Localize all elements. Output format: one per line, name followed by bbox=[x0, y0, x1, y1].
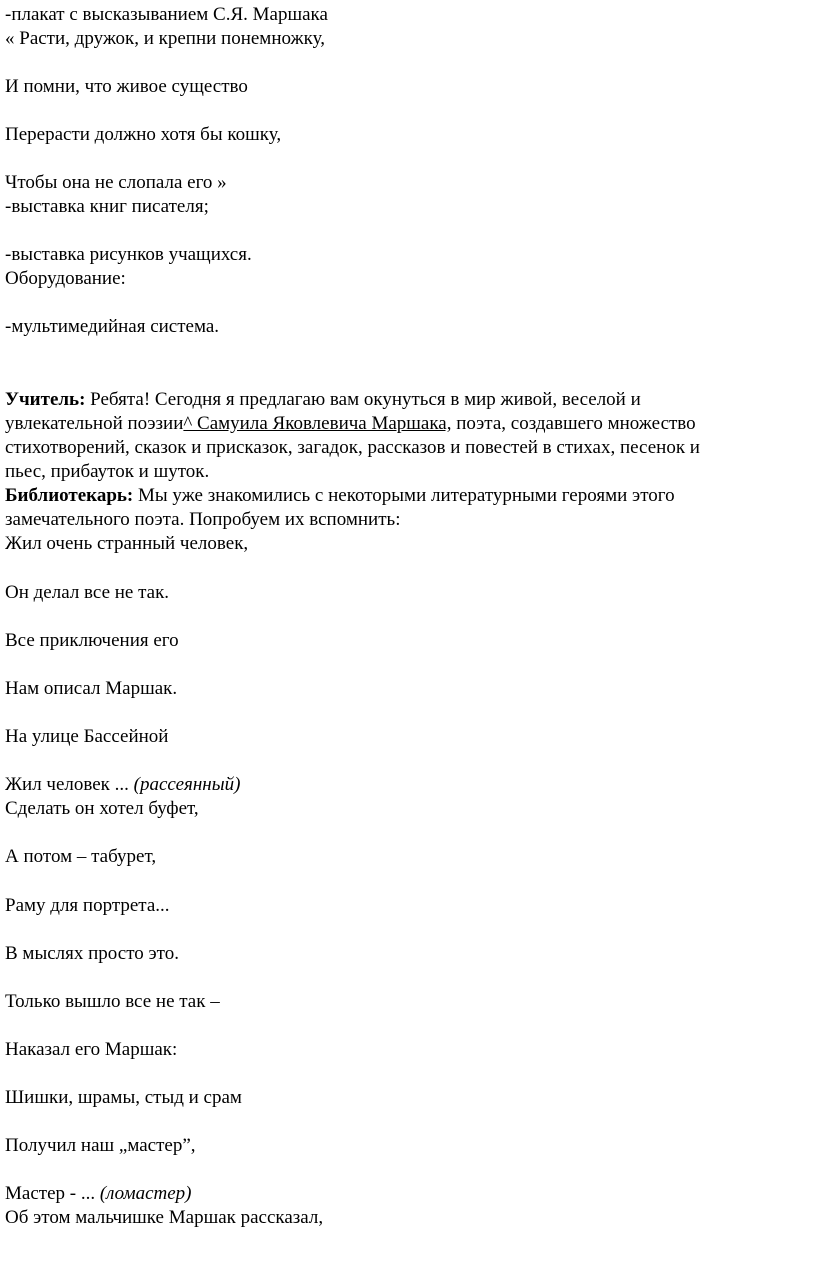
poem-line bbox=[5, 774, 240, 796]
riddle-text: Мастер - ... bbox=[5, 1183, 100, 1204]
quote-line: И помни, что живое существо bbox=[5, 76, 248, 97]
teacher-line: стихотворений, сказок и присказок, загадок, рассказов и повестей в стихах, песенок и bbox=[5, 437, 700, 458]
poem-line: Шишки, шрамы, стыд и срам bbox=[5, 1087, 242, 1108]
poster-intro: -плакат с высказыванием С.Я. Маршака bbox=[5, 4, 328, 25]
librarian-line: замечательного поэта. Попробуем их вспомнить: bbox=[5, 509, 401, 530]
librarian-line bbox=[5, 485, 675, 507]
poem-line: Он делал все не так. bbox=[5, 582, 170, 603]
teacher-line bbox=[5, 389, 641, 411]
quote-line: Чтобы она не слопала его » bbox=[5, 172, 227, 193]
drawings-exhibition-item: -выставка рисунков учащихся. bbox=[5, 244, 252, 265]
quote-line: Перерасти должно хотя бы кошку, bbox=[5, 124, 282, 145]
poem-line: А потом – табурет, bbox=[5, 846, 157, 867]
poem-line: Только вышло все не так – bbox=[5, 991, 220, 1012]
poem-line: Наказал его Маршак: bbox=[5, 1039, 178, 1060]
teacher-text: Ребята! Сегодня я предлагаю вам окунуться в мир живой, веселой и bbox=[85, 389, 641, 410]
equipment-heading: Оборудование: bbox=[5, 268, 126, 289]
riddle-answer: (рассеянный) bbox=[133, 774, 241, 795]
teacher-speaker-label: Учитель: bbox=[5, 389, 86, 410]
teacher-text: поэта, создавшего множество bbox=[451, 413, 696, 434]
poem-line: Получил наш „мастер”, bbox=[5, 1135, 196, 1156]
poem-line: Об этом мальчишке Маршак рассказал, bbox=[5, 1207, 324, 1228]
riddle-text: Жил человек ... bbox=[5, 774, 134, 795]
librarian-speaker-label: Библиотекарь: bbox=[5, 485, 134, 506]
marshak-link[interactable]: ^ Самуила Яковлевича Маршака, bbox=[183, 413, 452, 434]
equipment-item: -мультимедийная система. bbox=[5, 316, 220, 337]
librarian-text: Мы уже знакомились с некоторыми литературными героями этого bbox=[133, 485, 675, 506]
poem-line: Жил очень странный человек, bbox=[5, 533, 249, 554]
poem-line: На улице Бассейной bbox=[5, 726, 169, 747]
teacher-line: пьес, прибауток и шуток. bbox=[5, 461, 210, 482]
quote-line: « Расти, дружок, и крепни понемножку, bbox=[5, 28, 325, 49]
poem-line: Все приключения его bbox=[5, 630, 179, 651]
poem-line: Нам описал Маршак. bbox=[5, 678, 178, 699]
poem-line: В мыслях просто это. bbox=[5, 943, 179, 964]
poem-line: Сделать он хотел буфет, bbox=[5, 798, 199, 819]
poem-line: Раму для портрета... bbox=[5, 895, 170, 916]
teacher-text: увлекательной поэзии bbox=[5, 413, 184, 434]
riddle-answer: (ломастер) bbox=[99, 1183, 192, 1204]
poem-line bbox=[5, 1183, 192, 1205]
teacher-line bbox=[5, 413, 696, 435]
books-exhibition-item: -выставка книг писателя; bbox=[5, 196, 209, 217]
